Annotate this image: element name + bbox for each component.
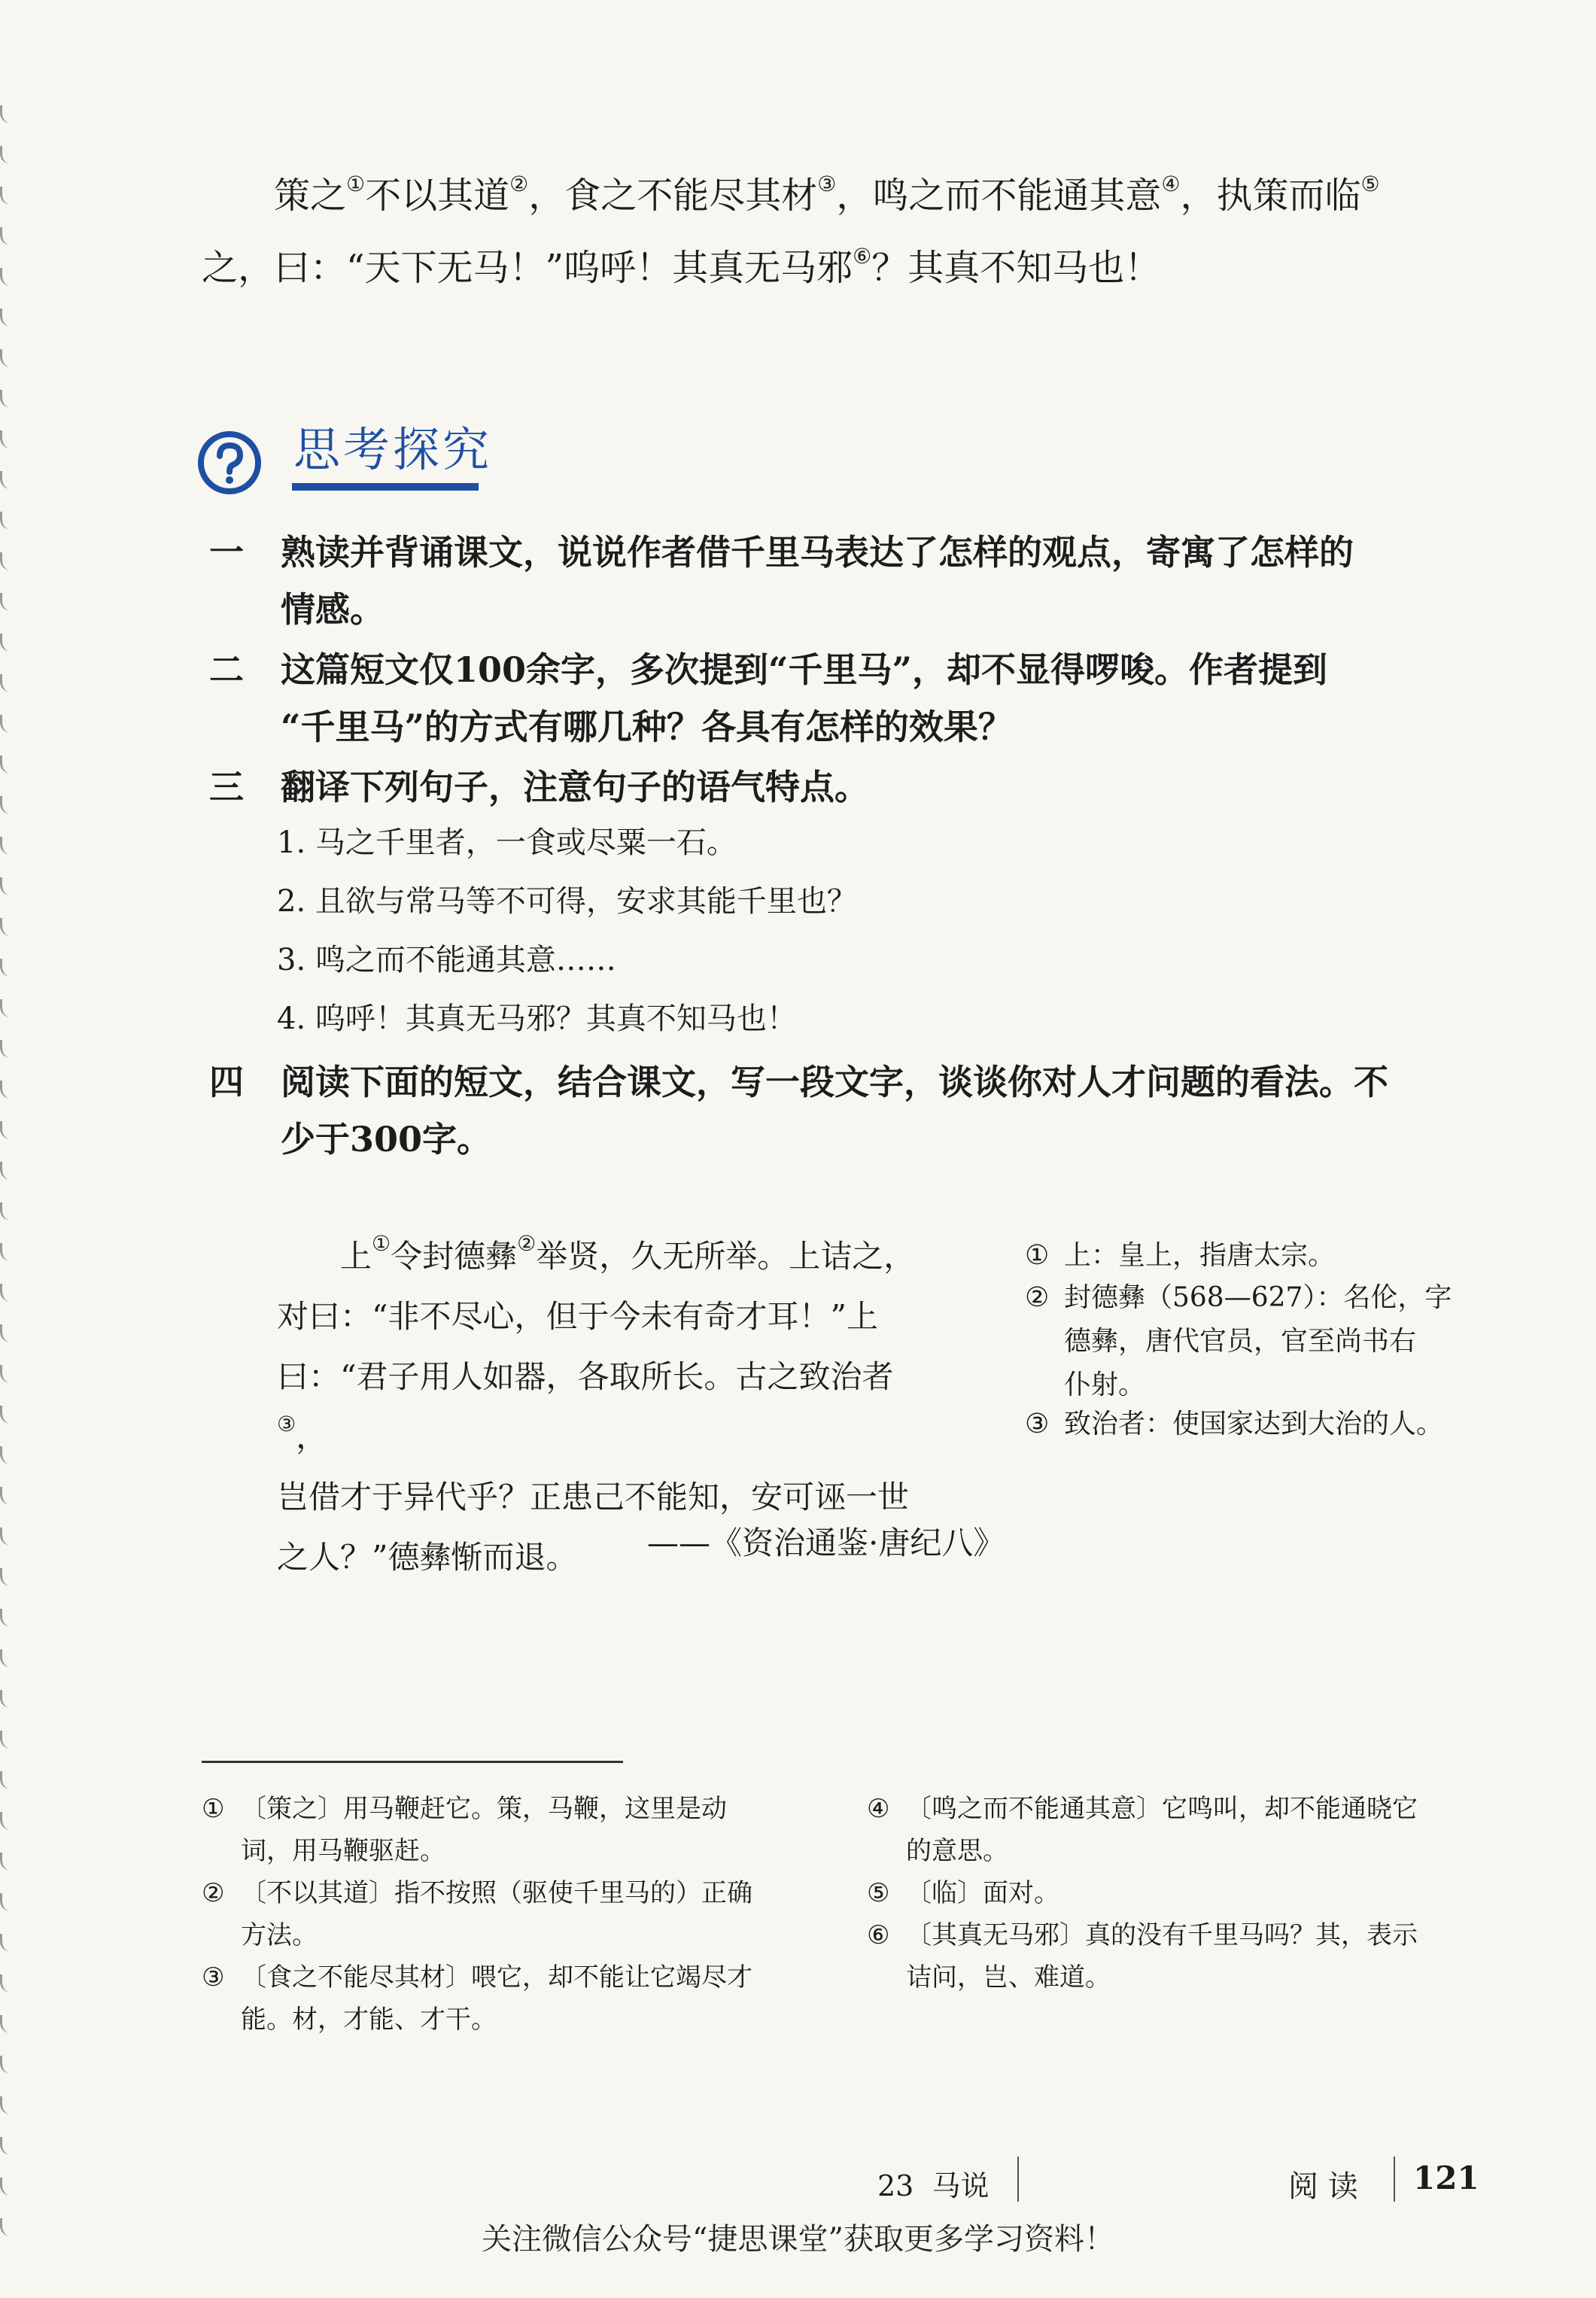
text-run: 上 — [340, 1238, 372, 1275]
text-run: 对曰：“非不尽心，但于今未有奇才耳！”上 — [277, 1298, 878, 1335]
sub-item-3: 3. 鸣之而不能通其意…… — [277, 943, 616, 977]
footnote-1 — [202, 1788, 804, 1872]
footer-lesson-title: 23 马说 — [877, 2169, 990, 2202]
note-text: 致治者：使国家达到大治的人。 — [1064, 1409, 1444, 1439]
footer-divider — [1017, 2157, 1019, 2202]
question-2 — [209, 641, 1488, 755]
footnote-marker: ⑥ — [867, 1920, 890, 1950]
binder-mark — [0, 1121, 13, 1139]
binder-mark — [0, 2178, 13, 2196]
note-reference: ③ — [277, 1412, 296, 1436]
footnote-text: 〔食之不能尽其材〕喂它，却不能让它竭尽才 — [241, 1962, 752, 1993]
text-run: 岂借才于异代乎？正患己不能知，安可诬一世 — [277, 1479, 910, 1515]
note-text: 仆射。 — [1064, 1369, 1146, 1400]
text-run: 策之 — [274, 175, 347, 217]
question-text-line: “千里马”的方式有哪几种？各具有怎样的效果？ — [281, 707, 1013, 747]
text-run: 曰：“君子用人如器，各取所长。古之致治者 — [277, 1358, 894, 1395]
text-run: ，鸣之而不能通其意 — [836, 175, 1162, 217]
question-number: 二 — [209, 649, 244, 690]
binder-mark — [0, 1162, 13, 1180]
binder-mark — [0, 471, 13, 489]
footnote-text: 诘问，岂、难道。 — [906, 1962, 1111, 1993]
footnote-text: 能。材，才能、才干。 — [241, 2005, 497, 2035]
binder-mark — [0, 1731, 13, 1749]
note-reference: ① — [346, 172, 366, 196]
binder-mark — [0, 309, 13, 327]
binder-mark — [0, 2015, 13, 2033]
binder-mark — [0, 1324, 13, 1342]
footnote-text: 的意思。 — [906, 1836, 1008, 1866]
footnote-divider — [202, 1761, 623, 1763]
question-3 — [209, 758, 1488, 816]
binder-mark — [0, 634, 13, 652]
footnote-text: 〔策之〕用马鞭赶它。策，马鞭，这里是动 — [241, 1794, 727, 1824]
binder-mark — [0, 1446, 13, 1464]
binder-mark — [0, 105, 13, 123]
binder-mark — [0, 1081, 13, 1099]
question-text-line: 翻译下列句子，注意句子的语气特点。 — [281, 767, 869, 807]
binder-mark — [0, 593, 13, 611]
note-text: 德彝，唐代官员，官至尚书右 — [1064, 1326, 1417, 1357]
binder-mark — [0, 674, 13, 692]
binder-mark — [0, 1853, 13, 1871]
binder-mark — [0, 390, 13, 408]
footnote-text: 词，用马鞭驱赶。 — [241, 1836, 445, 1866]
sub-item-2: 2. 且欲与常马等不可得，安求其能千里也？ — [277, 884, 857, 919]
binder-mark — [0, 227, 13, 245]
watermark-text: 关注微信公众号“捷思课堂”获取更多学习资料！ — [482, 2222, 1114, 2257]
binder-mark — [0, 755, 13, 774]
binder-mark — [0, 1934, 13, 1952]
binder-mark — [0, 1812, 13, 1830]
text-run: 令封德彝 — [391, 1238, 518, 1275]
text-run: 之，曰：“天下无马！”呜呼！其真无马邪 — [202, 247, 853, 289]
footnote-text: 方法。 — [241, 1920, 318, 1950]
binder-mark — [0, 1893, 13, 1911]
binder-mark — [0, 1649, 13, 1667]
binder-mark — [0, 1040, 13, 1058]
note-reference: ⑤ — [1360, 172, 1380, 196]
footnote-text: 〔临〕面对。 — [906, 1878, 1059, 1908]
page-number: 121 — [1413, 2160, 1479, 2196]
section-title-underline — [292, 483, 479, 491]
question-number: 三 — [209, 767, 244, 807]
binder-mark — [0, 2096, 13, 2114]
question-number: 一 — [209, 532, 244, 573]
binder-mark — [0, 1609, 13, 1627]
question-text-line: 少于300字。 — [281, 1119, 492, 1160]
binder-mark — [0, 1568, 13, 1586]
text-run: ，食之不能尽其材 — [528, 175, 818, 217]
footnote-marker: ⑤ — [867, 1878, 890, 1908]
binder-mark — [0, 2056, 13, 2074]
question-number: 四 — [209, 1062, 244, 1102]
note-reference: ② — [509, 172, 529, 196]
question-text-line: 阅读下面的短文，结合课文，写一段文字，谈谈你对人才问题的看法。不 — [281, 1062, 1388, 1102]
text-run: 之人？”德彝惭而退。 — [277, 1539, 578, 1576]
text-run: 举贤，久无所举。上诘之， — [536, 1238, 916, 1275]
question-icon — [197, 430, 262, 495]
binder-mark — [0, 796, 13, 814]
main-text-line-1 — [202, 160, 1481, 232]
text-run: 不以其道 — [365, 175, 510, 217]
question-text-line: 熟读并背诵课文，说说作者借千里马表达了怎样的观点，寄寓了怎样的 — [281, 532, 1354, 573]
binder-mark — [0, 349, 13, 367]
footer-divider — [1394, 2157, 1395, 2202]
binder-mark — [0, 1284, 13, 1302]
footnote-6 — [867, 1914, 1469, 1999]
binder-mark — [0, 552, 13, 570]
note-reference: ③ — [817, 172, 837, 196]
binder-mark — [0, 918, 13, 936]
text-run: ， — [296, 1418, 328, 1455]
footnote-text: 〔不以其道〕指不按照（驱使千里马的）正确 — [241, 1878, 752, 1908]
note-reference: ① — [372, 1231, 391, 1256]
binder-mark — [0, 999, 13, 1017]
footnote-marker: ④ — [867, 1794, 890, 1824]
binder-mark — [0, 512, 13, 530]
note-marker: ③ — [1025, 1409, 1050, 1439]
passage-source: ——《资治通鉴·唐纪八》 — [647, 1524, 1005, 1561]
footer-section: 阅 读 — [1288, 2169, 1358, 2204]
passage-line — [277, 1287, 939, 1347]
footnote-3 — [202, 1956, 804, 2041]
passage-note-3 — [1025, 1403, 1476, 1446]
sub-item-4: 4. 呜呼！其真无马邪？其真不知马也！ — [277, 1002, 797, 1036]
passage-note-2 — [1025, 1276, 1476, 1407]
binder-mark — [0, 1690, 13, 1708]
question-text-line: 情感。 — [281, 589, 385, 630]
binder-mark — [0, 1974, 13, 1993]
binder-mark — [0, 1771, 13, 1789]
sub-item-1: 1. 马之千里者，一食或尽粟一石。 — [277, 825, 737, 860]
footnote-5 — [867, 1872, 1469, 1914]
text-run: ？其真不知马也！ — [871, 247, 1161, 289]
binder-mark — [0, 146, 13, 164]
note-marker: ① — [1025, 1240, 1050, 1271]
binder-mark — [0, 1202, 13, 1220]
binder-mark — [0, 877, 13, 895]
binder-mark — [0, 268, 13, 286]
note-marker: ② — [1025, 1282, 1050, 1313]
footnote-2 — [202, 1872, 804, 1956]
passage-line — [277, 1347, 939, 1467]
binder-mark — [0, 715, 13, 733]
question-1 — [209, 524, 1488, 638]
passage-line — [277, 1227, 939, 1287]
main-text — [202, 160, 1481, 304]
main-text-line-2 — [202, 232, 1481, 304]
binder-mark — [0, 959, 13, 977]
section-title: 思考探究 — [293, 422, 493, 477]
binder-mark — [0, 187, 13, 205]
note-reference: ⑥ — [853, 244, 872, 269]
footnote-marker: ① — [202, 1794, 225, 1824]
binder-mark — [0, 1487, 13, 1505]
note-text: 上：皇上，指唐太宗。 — [1064, 1240, 1336, 1271]
binder-mark — [0, 430, 13, 448]
binder-mark — [0, 837, 13, 855]
footnote-text: 〔其真无马邪〕真的没有千里马吗？其，表示 — [906, 1920, 1418, 1950]
binder-mark — [0, 1365, 13, 1383]
footnote-marker: ③ — [202, 1962, 225, 1993]
footnote-marker: ② — [202, 1878, 225, 1908]
footnote-text: 〔鸣之而不能通其意〕它鸣叫，却不能通晓它 — [906, 1794, 1418, 1824]
binder-mark — [0, 1406, 13, 1424]
binder-mark — [0, 1527, 13, 1546]
passage-note-1 — [1025, 1234, 1476, 1278]
question-text-line: 这篇短文仅100余字，多次提到“千里马”，却不显得啰唆。作者提到 — [281, 649, 1327, 690]
note-reference: ② — [517, 1231, 537, 1256]
binder-mark — [0, 2137, 13, 2155]
text-run: ，执策而临 — [1180, 175, 1361, 217]
note-reference: ④ — [1161, 172, 1181, 196]
binder-mark — [0, 1243, 13, 1261]
footnote-4 — [867, 1788, 1469, 1872]
note-text: 封德彝（568—627）：名伦，字 — [1064, 1282, 1452, 1313]
question-4 — [209, 1053, 1488, 1168]
